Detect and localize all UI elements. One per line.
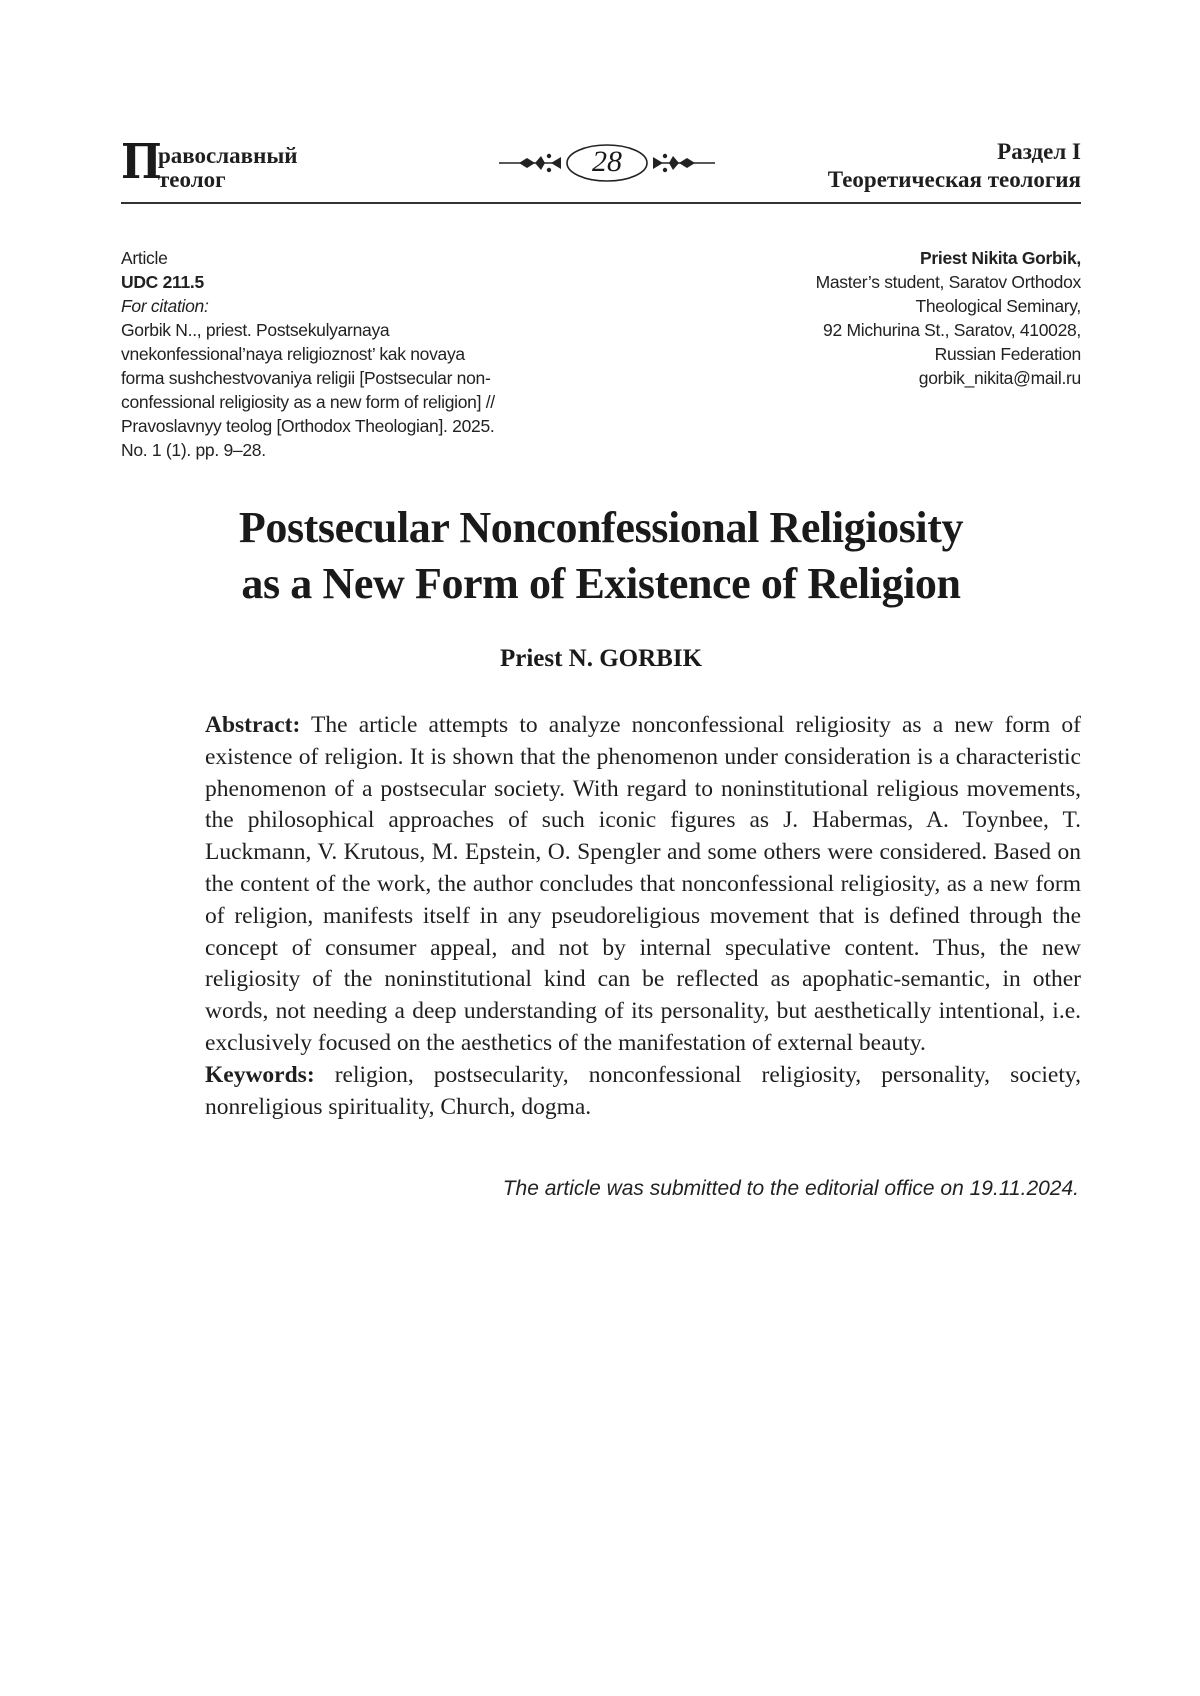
keywords-label: Keywords: — [205, 1061, 315, 1088]
keywords-text: religion, postsecularity, nonconfessional religiosity, personality, society, nonreligious spirituality, Church, dogma. — [205, 1061, 1081, 1120]
article-title — [121, 500, 1081, 612]
keywords-paragraph — [205, 1060, 1081, 1124]
submission-note: The article was submitted to the editorial office on 19.11.2024. — [502, 1177, 1079, 1200]
affiliation-line: 92 Michurina St., Saratov, 410028, — [823, 320, 1081, 340]
page-number-ornament — [499, 142, 715, 184]
citation-line: No. 1 (1). pp. 9–28. — [121, 440, 266, 460]
section-label — [828, 138, 1081, 194]
affiliation-line: Russian Federation — [934, 344, 1081, 364]
citation-line: vnekonfessional’naya religioznost’ kak novaya — [121, 344, 465, 364]
author-affiliation-block — [741, 246, 1081, 390]
abstract-paragraph — [205, 710, 1081, 1060]
abstract-label: Abstract: — [205, 712, 301, 738]
author-email: gorbik_nikita@mail.ru — [918, 368, 1081, 388]
citation-line: confessional religiosity as a new form of religion] // — [121, 392, 495, 412]
title-line: Postsecular Nonconfessional Religiosity — [238, 503, 964, 552]
page-number: 28 — [592, 145, 622, 178]
logo-line-2: теолог — [158, 167, 226, 192]
udc-code: UDC 211.5 — [121, 272, 204, 292]
abstract-block — [205, 710, 1081, 1123]
logo-initial: П — [121, 134, 162, 190]
author-byline: Priest N. GORBIK — [499, 645, 703, 672]
citation-line: Gorbik N.., priest. Postsekulyarnaya — [121, 320, 390, 340]
section-number: Раздел I — [997, 139, 1081, 164]
author-full-name: Priest Nikita Gorbik, — [920, 248, 1081, 268]
journal-logo — [121, 134, 361, 194]
citation-block — [121, 246, 541, 462]
affiliation-line: Theological Seminary, — [915, 296, 1081, 316]
abstract-text: The article attempts to analyze nonconfessional religiosity as a new form of existence of religion. It is shown that the phenomenon under consideration is a characteristic phenomenon of a postsecular society. With regard to noninstitutional religious movements, the philosophical approaches of such iconic figures as J. Habermas, A. Toynbee, T. Luckmann, V. Krutous, M. Epstein, O. Spengler and some others were considered. Based on the content of the work, the author concludes that nonconfessional religiosity, as a new form of religion, manifests itself in any pseudoreligious movement that is defined through the concept of consumer appeal, and not by internal speculative content. Thus, the new religiosity of the noninstitutional kind can be reflected as apophatic-semantic, in other words, not needing a deep understanding of its personality, but aesthetically intentional, i.e. exclusively focused on the aesthetics of the manifestation of external beauty. — [205, 712, 1081, 1056]
article-type: Article — [121, 248, 168, 268]
citation-line: Pravoslavnyy teolog [Orthodox Theologian]. 2025. — [121, 416, 495, 436]
logo-line-1: равославный — [158, 143, 298, 168]
running-header — [121, 134, 1081, 202]
affiliation-line: Master’s student, Saratov Orthodox — [815, 272, 1081, 292]
title-line: as a New Form of Existence of Religion — [241, 559, 961, 608]
citation-label: For citation: — [121, 296, 209, 316]
citation-line: forma sushchestvovaniya religii [Postsecular non- — [121, 368, 491, 388]
section-title: Теоретическая теология — [827, 167, 1081, 192]
header-rule — [121, 202, 1081, 204]
